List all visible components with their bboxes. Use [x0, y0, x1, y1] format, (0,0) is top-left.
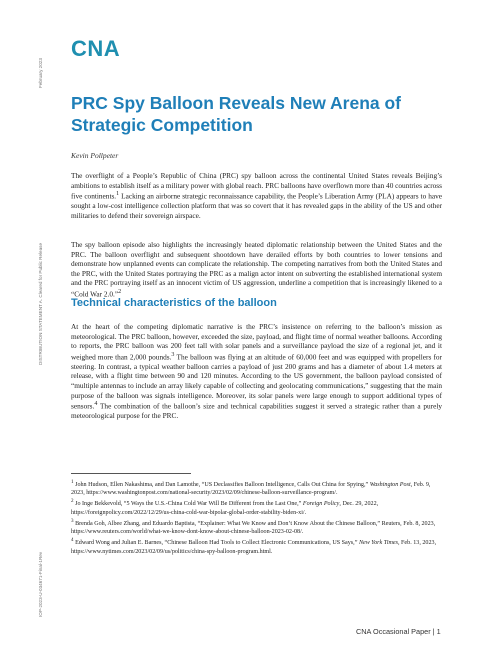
sidebar-date: February 2023 — [38, 58, 43, 88]
footnote-divider — [71, 473, 191, 474]
paragraph-text: The overflight of a People’s Republic of China (PRC) spy balloon across the continental United States reveals Beijing’s ambitions to establish itself as a military power with global reach. PRC balloons have overflown more than 40 countries across five continents. — [71, 171, 442, 201]
footnote-ref[interactable]: 2 — [118, 288, 122, 295]
footnote — [71, 536, 442, 555]
footnote — [71, 478, 442, 497]
footnote-ref[interactable]: 3 — [171, 351, 175, 358]
paragraph-text: The spy balloon episode also highlights the increasingly heated diplomatic relationship between the United States and the PRC. The balloon overflight and subsequent shootdown have derailed efforts by both countries to lower tensions and demonstrate how unplanned events can complicate the relationship. The competing narratives from both the United States and the PRC, with the United States portraying the PRC as a malign actor intent on subverting the established international system and the PRC portraying itself as an innocent victim of US aggression, underline a competition that is increasingly likened to a “Cold War 2.0.” — [71, 240, 442, 299]
paragraph-text: The balloon was flying at an altitude of 60,000 feet and was equipped with propellers for steering. In contrast, a typical weather balloon carries a payload of just 200 grams and has a diameter of about 1.4 meters at release, with a flight time between 90 and 120 minutes. According to the US government, the balloon payload consisted of “multiple antennas to include an array likely capable of collecting and geolocating communications,” suggesting that the main purpose of the balloon was signals intelligence. Moreover, its solar panels were large enough to support additional types of sensors. — [71, 352, 442, 411]
paragraph-text: Lacking an airborne strategic reconnaissance capability, the People’s Liberation Army (PLA) appears to have sought a low-cost intelligence collection platform that was so covert that it has revealed gaps in the ability of the US and other militaries to defend their sovereign airspace. — [71, 191, 442, 220]
paragraph-diplomatic — [71, 240, 442, 299]
footnote-text: Edward Wong and Julian E. Barnes, “Chinese Balloon Had Tools to Collect Electronic Communications, US Says,” — [73, 540, 359, 547]
page-footer: CNA Occasional Paper | 1 — [356, 627, 441, 636]
footnote-text: John Hudson, Ellen Nakashima, and Dan Lamothe, “US Declassifies Balloon Intelligence, Calls Out China for Spying,” — [73, 482, 370, 489]
footnote-text[interactable]: Brenda Goh, Albee Zhang, and Eduardo Baptista, “Explainer: What We Know and Don’t Know About the Chinese Balloon,” Reuters, Feb. 8, 2023, https://www.reuters.com/world/what-we-know-dont-know-about-chinese-balloon-2023-02-08/. — [71, 520, 436, 536]
footnote-number: 1 — [71, 479, 74, 485]
footnote-publication: Foreign Policy — [302, 501, 340, 508]
footnote — [71, 497, 442, 516]
footnote-number: 4 — [71, 537, 74, 544]
sidebar-document-id: IOP-2023-U-034671-Final-1Rev — [38, 551, 43, 617]
footnote-publication: New York Times — [358, 540, 398, 547]
footnote-text[interactable]: , Feb. 13, 2023, https://www.nytimes.com/2023/02/09/us/politics/china-spy-balloon-program.html. — [71, 540, 437, 555]
paragraph-text: The combination of the balloon’s size and technical capabilities suggest it served a strategic rather than a purely meteorological purpose for the PRC. — [71, 401, 442, 421]
footnote-text: Jo Inge Bekkevold, “5 Ways the U.S.-China Cold War Will Be Different from the Last One,” — [73, 501, 303, 508]
sidebar-distribution-statement: DISTRIBUTION STATEMENT A. Cleared for Public Release — [38, 242, 43, 365]
cna-logo: CNA — [71, 36, 121, 61]
footnote-text[interactable]: , Dec. 29, 2022, https://foreignpolicy.com/2022/12/29/us-china-cold-war-bipolar-global-order-stability-biden-xi/. — [71, 501, 379, 516]
author-name: Kevin Pollpeter — [71, 151, 119, 160]
paragraph-text: At the heart of the competing diplomatic narrative is the PRC’s insistence on referring to the balloon’s mission as meteorological. The PRC balloon, however, exceeded the size, payload, and flight time of normal weather balloons. According to reports, the PRC balloon was 200 feet tall with solar panels and a surveillance payload the size of a regional jet, and it weighed more than 2,000 pounds. — [71, 322, 442, 362]
footnote-text[interactable]: , Feb. 9, 2023, https://www.washingtonpost.com/national-security/2023/02/09/chinese-balloon-surveillance-program/. — [71, 482, 431, 497]
footnote-number: 2 — [71, 498, 74, 505]
footnote-number: 3 — [71, 517, 74, 524]
footnote — [71, 517, 442, 536]
footnotes — [71, 478, 442, 556]
footnote-ref[interactable]: 1 — [116, 191, 120, 198]
section-heading: Technical characteristics of the balloon — [71, 297, 277, 309]
paragraph-intro — [71, 171, 442, 220]
page-title: PRC Spy Balloon Reveals New Arena of Strategic Competition — [71, 93, 401, 135]
footnote-ref[interactable]: 4 — [94, 401, 98, 408]
footnote-publication: Washington Post — [369, 482, 411, 489]
paragraph-technical — [71, 322, 442, 421]
